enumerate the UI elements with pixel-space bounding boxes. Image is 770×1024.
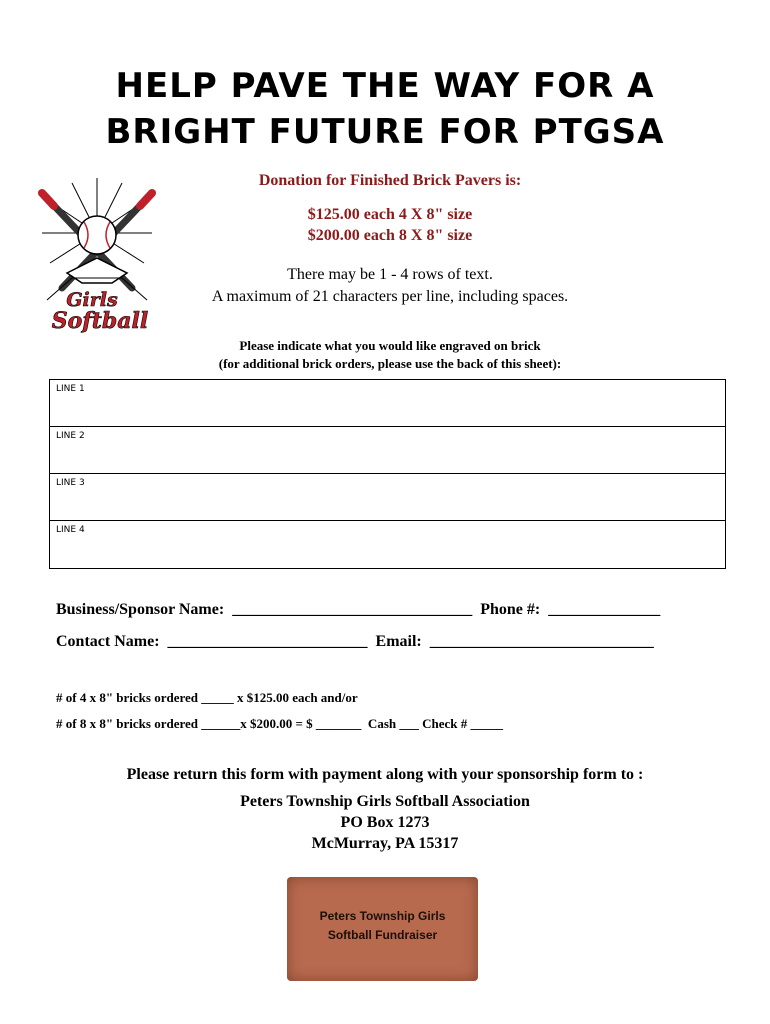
engraving-line-1-input[interactable]: [110, 394, 719, 422]
brick-text-line-2: Softball Fundraiser: [327, 928, 438, 942]
price-8x8: $200.00 each 8 X 8" size: [307, 227, 473, 244]
engraving-lines-table: [49, 379, 726, 569]
page-title-line-2: BRIGHT FUTURE FOR PTGSA: [105, 112, 665, 152]
order-8x8-line[interactable]: # of 8 x 8" bricks ordered ______x $200.00 = $ _______ Cash ___ Check # _____: [56, 716, 503, 731]
engraving-line-3-input[interactable]: [110, 488, 719, 516]
engraving-line-row: [50, 427, 725, 474]
contact-email-fields[interactable]: Contact Name: _________________________ Email: ____________________________: [56, 633, 654, 650]
engraving-line-label: LINE 3: [56, 478, 85, 488]
engrave-instruction: Please indicate what you would like engraved on brick: [239, 338, 541, 353]
engraving-line-row: [50, 521, 725, 567]
return-instructions: Please return this form with payment along with your sponsorship form to :: [126, 766, 644, 783]
engraving-line-4-input[interactable]: [110, 535, 719, 563]
engraving-line-row: [50, 474, 725, 521]
price-4x8: $125.00 each 4 X 8" size: [307, 206, 473, 223]
donation-heading: Donation for Finished Brick Pavers is:: [258, 172, 522, 189]
order-4x8-line[interactable]: # of 4 x 8" bricks ordered _____ x $125.00 each and/or: [56, 690, 358, 705]
sample-brick-image: [287, 877, 478, 981]
brick-text-line-1: Peters Township Girls: [319, 909, 446, 923]
logo-text-softball: Softball: [51, 308, 149, 334]
address-po-box: PO Box 1273: [340, 814, 430, 831]
softball-logo-icon: [32, 178, 162, 338]
characters-rule: A maximum of 21 characters per line, including spaces.: [211, 288, 569, 305]
engraving-line-label: LINE 4: [56, 525, 85, 535]
logo-text-girls: Girls: [66, 289, 118, 311]
address-city: McMurray, PA 15317: [311, 835, 459, 852]
engraving-line-label: LINE 1: [56, 384, 85, 394]
additional-orders-note: (for additional brick orders, please use the back of this sheet):: [218, 356, 562, 371]
sponsor-phone-fields[interactable]: Business/Sponsor Name: ______________________________ Phone #: ______________: [56, 601, 661, 618]
girls-softball-logo: [32, 178, 162, 338]
engraving-line-label: LINE 2: [56, 431, 85, 441]
address-organization: Peters Township Girls Softball Association: [240, 793, 530, 810]
page-title-line-1: HELP PAVE THE WAY FOR A: [115, 66, 655, 106]
rows-rule: There may be 1 - 4 rows of text.: [287, 266, 493, 283]
engraving-line-row: [50, 380, 725, 427]
engraving-line-2-input[interactable]: [110, 441, 719, 469]
